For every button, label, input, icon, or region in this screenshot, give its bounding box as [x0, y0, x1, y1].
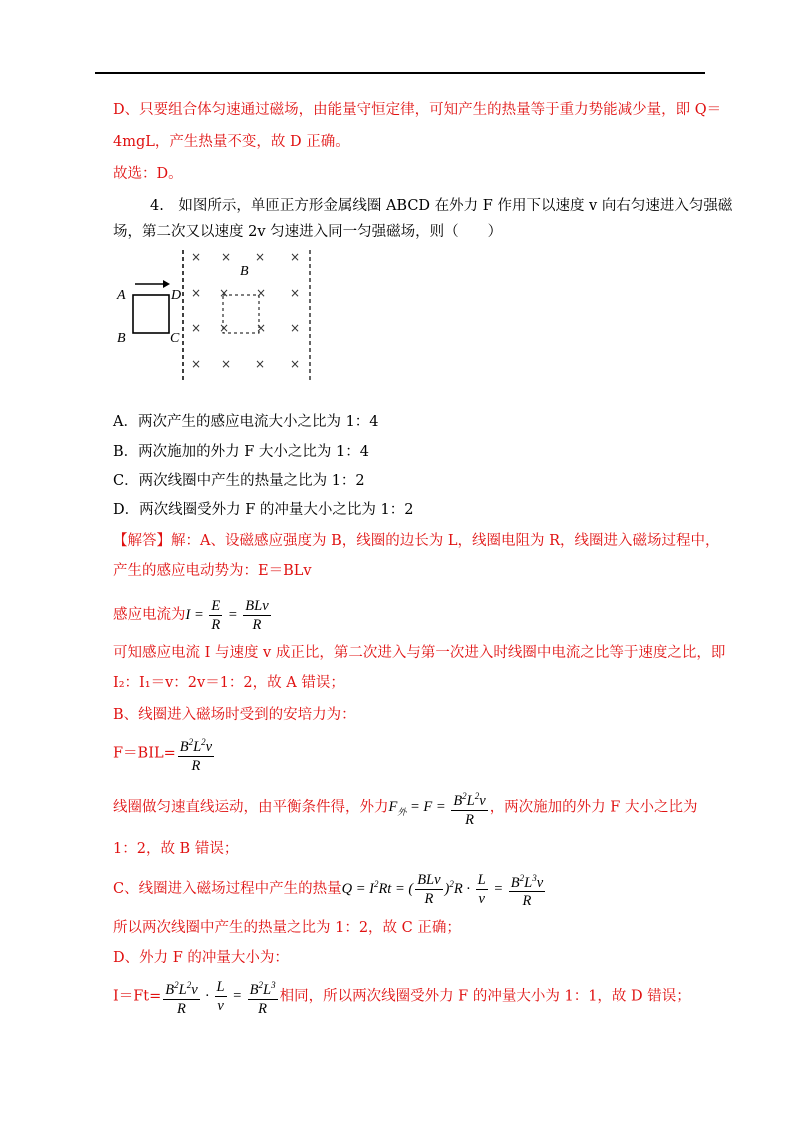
answer-tag: 【解答】	[113, 533, 171, 549]
answer-heat-formula	[113, 864, 547, 910]
answer-line8	[113, 787, 697, 832]
field-x-icon: ×	[290, 357, 301, 371]
formula-force: $\frac{B^2L^2v}{R}$	[176, 745, 216, 761]
option-c: C．两次线圈中产生的热量之比为 1：2	[113, 473, 365, 489]
answer-line1	[113, 531, 720, 551]
option-d: D．两次线圈受外力 F 的冲量大小之比为 1：2	[113, 502, 414, 518]
impulse-suffix: 相同，所以两次线圈受外力 F 的冲量大小为 1：1，故 D 错误；	[279, 988, 691, 1005]
heat-label: C、线圈进入磁场过程中产生的热量	[113, 880, 342, 897]
label-field-b: B	[240, 264, 249, 279]
prev-answer-choice: 故选：D。	[113, 166, 183, 182]
answer-force-formula	[113, 733, 216, 775]
label-c: C	[170, 331, 180, 346]
field-x-icon: ×	[191, 250, 202, 264]
prev-option-d-line2: 4mgL，产生热量不变，故 D 正确。	[113, 134, 350, 150]
current-label: 感应电流为	[113, 607, 186, 623]
field-x-icon: ×	[191, 286, 202, 300]
magnetic-field-figure	[113, 250, 323, 385]
external-force-suffix: ，两次施加的外力 F 大小之比为	[489, 799, 698, 816]
question-4-line2: 场，第二次又以速度 2v 匀速进入同一匀强磁场，则（ ）	[113, 224, 503, 240]
field-x-icon: ×	[191, 357, 202, 371]
field-x-icon: ×	[219, 286, 230, 300]
option-b: B．两次施加的外力 F 大小之比为 1：4	[113, 444, 369, 460]
formula-current: I = $\frac{E}{R}$ = $\frac{\text{BLv}}{R}$	[185, 598, 269, 634]
header-rule	[95, 72, 705, 74]
answer-line12: D、外力 F 的冲量大小为：	[113, 950, 289, 966]
field-x-icon: ×	[221, 357, 232, 371]
answer-impulse-formula	[113, 976, 691, 1018]
answer-line11: 所以两次线圈中产生的热量之比为 1：2，故 C 正确；	[113, 920, 461, 936]
field-x-icon: ×	[255, 250, 266, 264]
impulse-label: I＝Ft=	[113, 988, 162, 1005]
question-4-line1: 4. 如图所示，单匝正方形金属线圈 ABCD 在外力 F 作用下以速度 v 向右匀速进入匀强磁	[150, 198, 733, 214]
answer-text-a: 解：A、设磁感应强度为 B，线圈的边长为 L，线圈电阻为 R，线圈进入磁场过程中，	[171, 533, 720, 549]
answer-line2: 产生的感应电动势为：E＝BLv	[113, 563, 312, 579]
field-x-icon: ×	[290, 321, 301, 335]
field-x-icon: ×	[290, 286, 301, 300]
label-b: B	[117, 331, 126, 346]
field-x-icon: ×	[256, 321, 267, 335]
option-a: A．两次产生的感应电流大小之比为 1：4	[113, 414, 379, 430]
field-x-icon: ×	[221, 250, 232, 264]
field-x-icon: ×	[255, 357, 266, 371]
field-x-icon: ×	[290, 250, 301, 264]
formula-impulse: $\frac{B^2L^2v}{R}$ · $\frac{L}{v}$ = $\frac{B^2L^3}{R}$	[161, 988, 279, 1004]
formula-external-force: $F_外 = F$ = $\frac{B^2L^2v}{R}$	[389, 799, 490, 815]
prev-option-d-line1: D、只要组合体匀速通过磁场，由能量守恒定律，可知产生的热量等于重力势能减少量，即 Q＝	[113, 102, 722, 118]
coil-square	[133, 295, 169, 333]
force-label: F＝BIL=	[113, 745, 176, 762]
field-x-icon: ×	[219, 321, 230, 335]
answer-line5: I₂：I₁＝v：2v＝1：2，故 A 错误；	[113, 675, 345, 691]
field-diagram	[113, 250, 323, 385]
label-d: D	[171, 288, 182, 303]
answer-line6: B、线圈进入磁场时受到的安培力为：	[113, 707, 356, 723]
label-a: A	[117, 288, 126, 303]
arrow-head-icon	[163, 280, 170, 288]
external-force-label: 线圈做匀速直线运动，由平衡条件得，外力	[113, 799, 389, 816]
field-x-icon: ×	[256, 286, 267, 300]
answer-line9: 1：2，故 B 错误；	[113, 841, 239, 857]
answer-line4: 可知感应电流 I 与速度 v 成正比，第二次进入与第一次进入时线圈中电流之比等于速度之比，即	[113, 645, 726, 661]
field-x-icon: ×	[191, 321, 202, 335]
formula-heat: $Q = I^2Rt$ = ( $\frac{\text{BLv}}{R}$ )$^2$R · $\frac{L}{v}$ = $\frac{B^2L^3v}{R}$	[342, 881, 548, 897]
answer-current-formula	[113, 595, 273, 635]
